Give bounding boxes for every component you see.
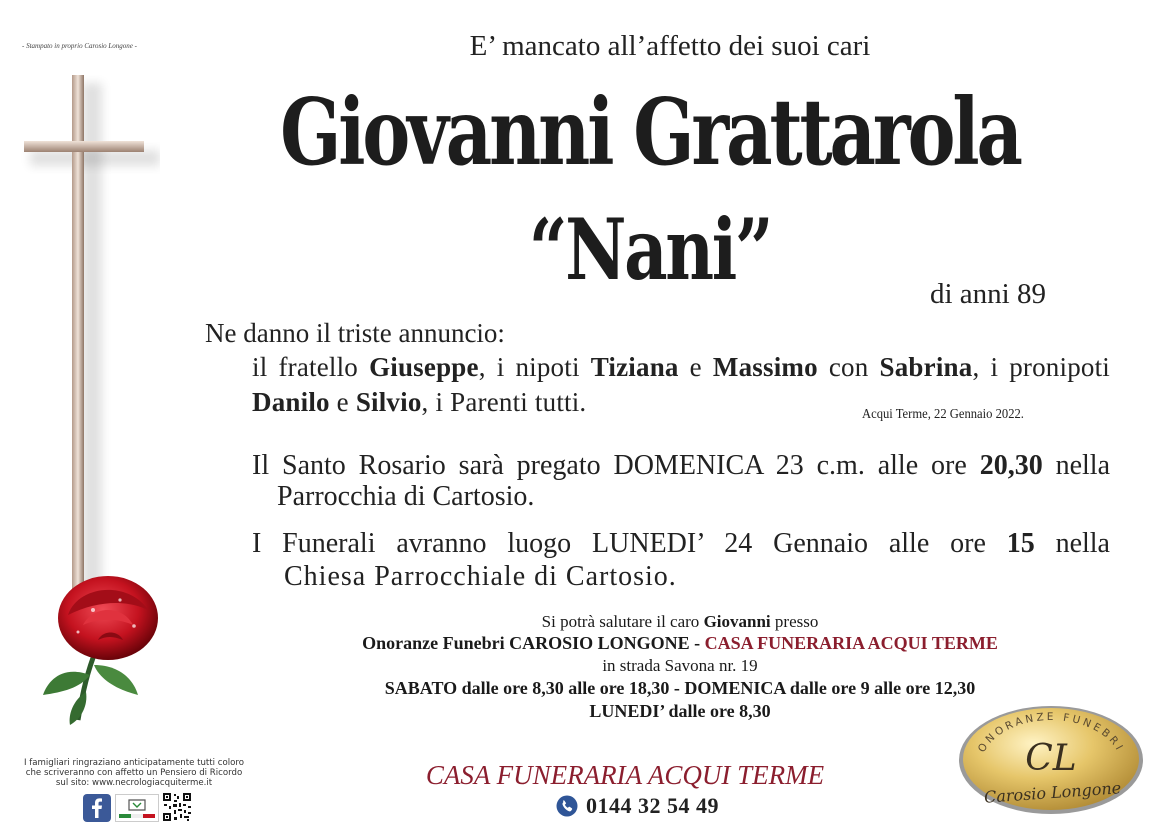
text-segment: nella	[1034, 528, 1110, 559]
deceased-name: Giovanni Grattarola	[280, 78, 1020, 186]
bold-segment: 20,30	[979, 450, 1043, 481]
text-segment: , i nipoti	[478, 352, 591, 382]
funeral-line-1	[252, 528, 1110, 560]
phone-icon	[556, 795, 578, 817]
bold-segment: Massimo	[712, 352, 818, 382]
announcement-lead: Ne danno il triste annuncio:	[205, 318, 505, 348]
phone-number[interactable]: 0144 32 54 49	[586, 793, 719, 818]
visitation-hours-weekend: SABATO dalle ore 8,30 alle ore 18,30 - DOMENICA dalle ore 9 alle ore 12,30	[384, 678, 976, 698]
footer-thanks-line-3: sul sito: www.necrologiacquiterme.it	[55, 778, 213, 788]
visitation-agency: Onoranze Funebri CAROSIO LONGONE -	[362, 633, 705, 653]
deceased-age: di anni 89	[930, 278, 1046, 310]
visitation-line-2	[200, 633, 1151, 654]
text-segment: nella	[1042, 450, 1110, 481]
visitation-hours-monday: LUNEDI’ dalle ore 8,30	[589, 701, 771, 721]
cross-icon	[20, 75, 160, 615]
facebook-icon[interactable]	[83, 794, 111, 822]
text-segment: con	[817, 352, 880, 382]
qr-code-icon[interactable]	[162, 792, 192, 822]
funeral-line-2: Chiesa Parrocchiale di Cartosio.	[284, 561, 677, 592]
text-segment: I Funerali avranno luogo LUNEDI’ 24 Gennaio alle ore	[252, 528, 1007, 559]
text-segment: Il Santo Rosario sarà pregato DOMENICA 23 c.m. alle ore	[252, 450, 980, 481]
visitation-house: CASA FUNERARIA ACQUI TERME	[704, 633, 998, 653]
visitation-post: presso	[770, 612, 819, 631]
bold-segment: Giuseppe	[369, 352, 479, 382]
seal-arc-text: ONORANZE FUNEBRI	[975, 710, 1127, 755]
visitation-name: Giovanni	[703, 612, 771, 631]
text-segment: il fratello	[252, 352, 370, 382]
bold-segment: Silvio	[355, 387, 422, 417]
visitation-address: in strada Savona nr. 19	[602, 656, 758, 675]
seal-signature: Carosio Longone	[983, 778, 1122, 807]
text-segment: e	[678, 352, 713, 382]
intro-line: E’ mancato all’affetto dei suoi cari	[469, 30, 871, 62]
text-segment: e	[329, 387, 356, 417]
seal-logo-icon	[955, 700, 1147, 816]
bold-segment: Sabrina	[879, 352, 973, 382]
rose-icon	[38, 570, 178, 730]
place-date: Acqui Terme, 22 Gennaio 2022.	[862, 407, 1024, 422]
visitation-line-1	[200, 612, 1151, 632]
footer-thanks-line-2: che scriveranno con affetto un Pensiero di Ricordo	[25, 768, 243, 778]
necrologia-logo-icon[interactable]	[115, 794, 159, 822]
relatives-line-1	[252, 352, 1110, 383]
footer-thanks-line-1: I famigliari ringraziano anticipatamente tutti coloro	[23, 758, 245, 768]
visitation-pre: Si potrà salutare il caro	[541, 612, 704, 631]
phone-contact[interactable]	[556, 792, 719, 820]
bold-segment: Danilo	[252, 387, 330, 417]
relatives-line-2	[252, 387, 586, 418]
bold-segment: 15	[1006, 528, 1035, 559]
text-segment: , i pronipoti	[972, 352, 1110, 382]
printer-note: - Stampato in proprio Carosio Longone -	[22, 42, 137, 50]
seal-monogram: CL	[1025, 738, 1077, 779]
funeral-home-name: CASA FUNERARIA ACQUI TERME	[425, 760, 825, 790]
rosary-line-2: Parrocchia di Cartosio.	[277, 481, 535, 512]
deceased-nickname: “Nani”	[528, 200, 772, 299]
text-segment: , i Parenti tutti.	[421, 387, 587, 417]
bold-segment: Tiziana	[590, 352, 679, 382]
rosary-line-1	[252, 450, 1110, 482]
